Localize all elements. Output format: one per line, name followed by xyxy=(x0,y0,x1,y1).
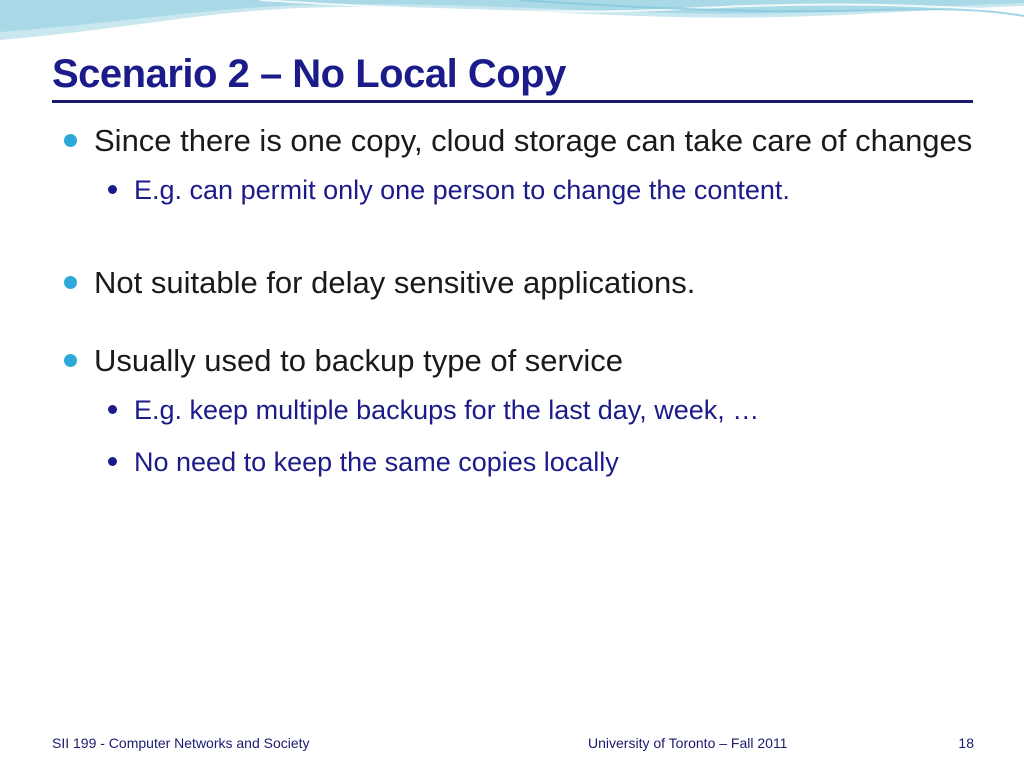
sub-bullet-dot-icon xyxy=(108,457,117,466)
sub-bullet-item xyxy=(62,164,982,216)
footer-institution: University of Toronto – Fall 2011 xyxy=(588,735,788,751)
bullet-item xyxy=(62,260,982,306)
bullet-text: Not suitable for delay sensitive applications. xyxy=(94,265,696,300)
footer-page-number: 18 xyxy=(958,735,974,751)
sub-bullet-item xyxy=(62,436,982,488)
bullet-item xyxy=(62,338,982,384)
sub-bullet-item xyxy=(62,384,982,436)
title-underline xyxy=(52,100,973,103)
slide-title: Scenario 2 – No Local Copy xyxy=(52,52,566,96)
bullet-dot-icon xyxy=(64,354,77,367)
bullet-dot-icon xyxy=(64,134,77,147)
footer-course: SII 199 - Computer Networks and Society xyxy=(52,735,310,751)
sub-bullet-text: No need to keep the same copies locally xyxy=(134,447,619,477)
decorative-wave-banner xyxy=(0,0,1024,48)
slide-content xyxy=(62,118,982,488)
bullet-dot-icon xyxy=(64,276,77,289)
sub-bullet-text: E.g. keep multiple backups for the last day, week, … xyxy=(134,395,760,425)
sub-bullet-dot-icon xyxy=(108,185,117,194)
sub-bullet-dot-icon xyxy=(108,405,117,414)
bullet-text: Usually used to backup type of service xyxy=(94,343,623,378)
bullet-item xyxy=(62,118,982,164)
bullet-text: Since there is one copy, cloud storage can take care of changes xyxy=(94,123,973,158)
sub-bullet-text: E.g. can permit only one person to change the content. xyxy=(134,175,790,205)
